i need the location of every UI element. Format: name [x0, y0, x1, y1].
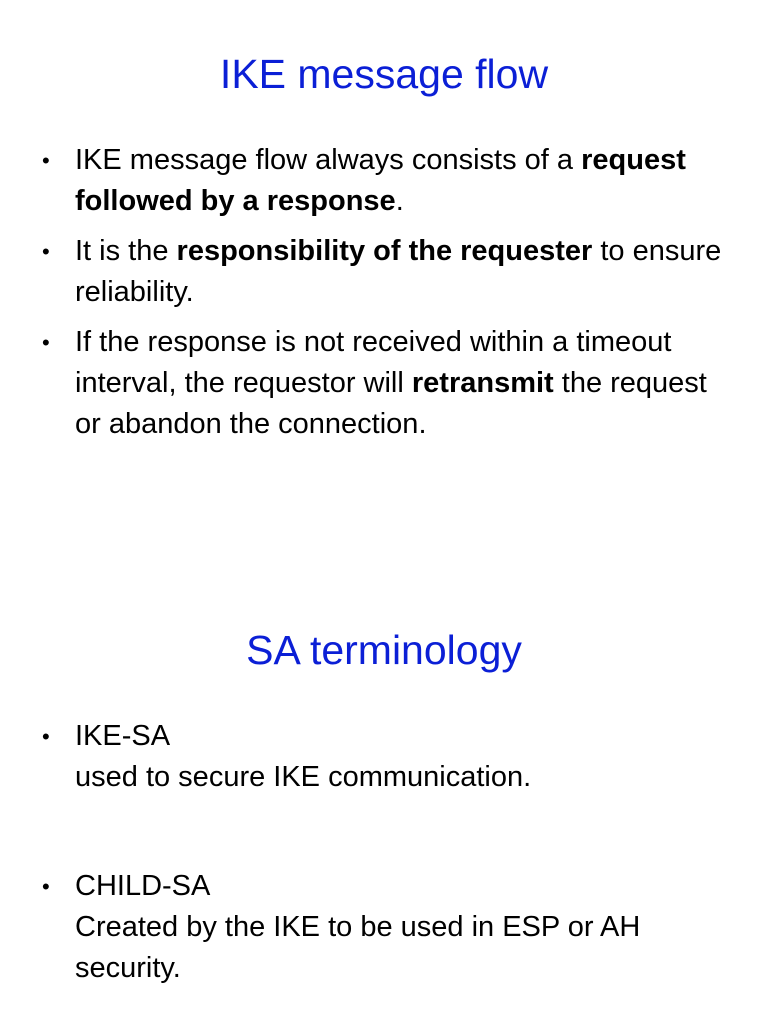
bullet-item: [40, 322, 740, 445]
sa-term-item-ike-sa: [40, 716, 740, 798]
section-title-sa-terminology: SA terminology: [246, 627, 522, 673]
bullet-item: [40, 231, 740, 313]
sa-term-description: used to secure IKE communication.: [75, 761, 532, 793]
section-title-ike-message-flow: IKE message flow: [219, 51, 549, 97]
sa-term-description: Created by the IKE to be used in ESP or AH security.: [75, 911, 641, 984]
bullet-icon: •: [42, 148, 50, 173]
sa-term: IKE-SA: [75, 720, 171, 752]
sa-term-item-child-sa: [40, 866, 740, 989]
bullet-icon: •: [42, 724, 50, 749]
bullet-text: IKE message flow always consists of a request followed by a response.: [75, 144, 686, 217]
bullet-icon: •: [42, 330, 50, 355]
sa-term: CHILD-SA: [75, 870, 211, 902]
bullet-item: [40, 140, 740, 222]
ike-message-flow-bullet-list: [40, 140, 740, 454]
bullet-text: It is the responsibility of the requester to ensure reliability.: [75, 235, 722, 308]
bullet-text: If the response is not received within a timeout interval, the requestor will retransmit the request or abandon the connection.: [75, 326, 707, 440]
bullet-icon: •: [42, 874, 50, 899]
bullet-icon: •: [42, 239, 50, 264]
